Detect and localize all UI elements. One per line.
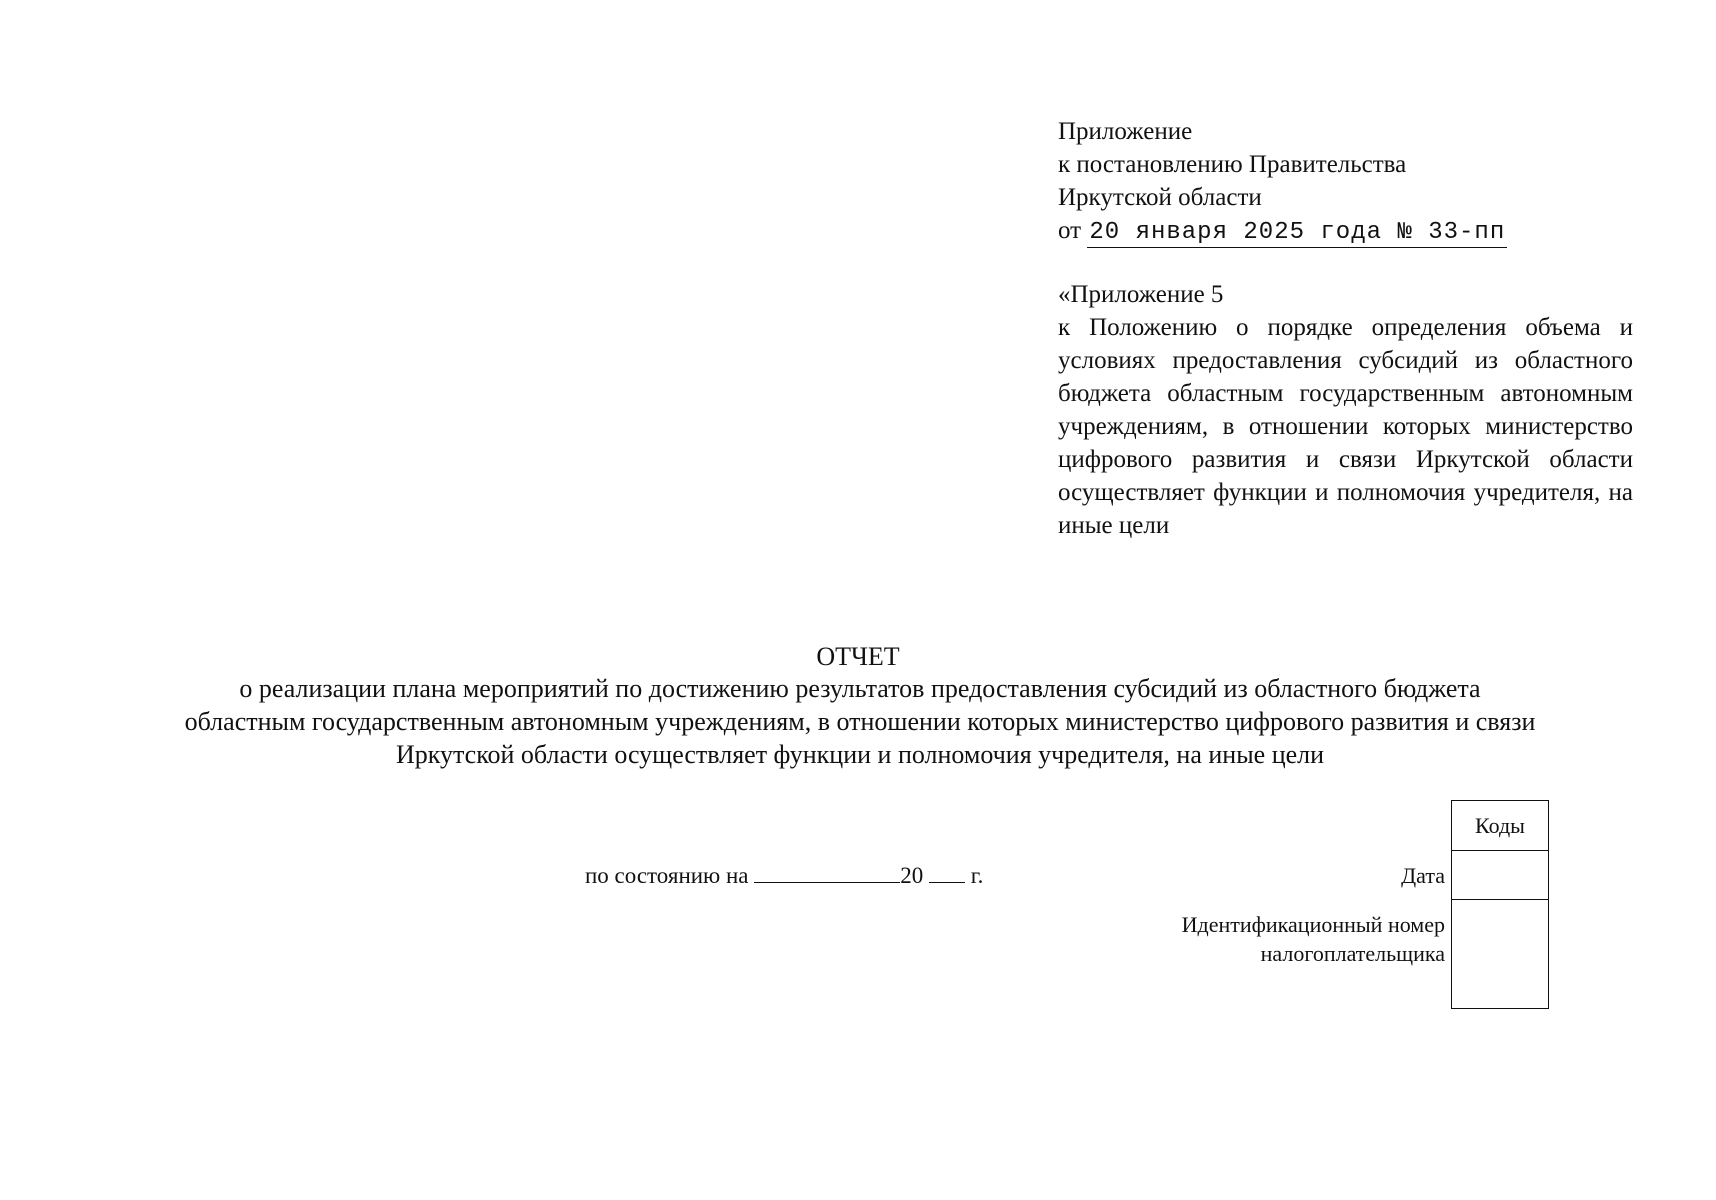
decree-date-number: 20 января 2025 года № 33-пп xyxy=(1089,219,1506,246)
appendix-header xyxy=(1058,115,1658,248)
appendix5-title: «Приложение 5 xyxy=(1058,281,1224,308)
appendix5-header xyxy=(1058,278,1633,542)
year-suffix: г. xyxy=(970,863,984,888)
appendix-date-line xyxy=(1058,214,1658,248)
inn-label: Идентификационный номер налогоплательщика xyxy=(1181,912,1445,966)
appendix-decree-ref: к постановлению Правительства xyxy=(1058,151,1407,178)
as-of-prefix: по состоянию на xyxy=(585,863,749,888)
codes-table xyxy=(1451,800,1549,1009)
appendix-region: Иркутской области xyxy=(1058,184,1262,211)
report-subtitle: о реализации плана мероприятий по достижению результатов предоставления субсидий из областного бюджета областным государственным автономным учреждениям, в отношении которых министерство цифрового развития и связи Иркутской области осуществляет функции и полномочия учредителя, на иные цели xyxy=(184,674,1536,769)
date-prefix: от xyxy=(1058,217,1082,244)
inn-code-cell xyxy=(1452,900,1548,1008)
year-prefix: 20 xyxy=(900,863,924,888)
year-blank xyxy=(929,862,965,883)
as-of-line xyxy=(585,862,983,889)
appendix-label: Приложение xyxy=(1058,118,1193,145)
codes-header: Коды xyxy=(1452,801,1548,851)
date-label: Дата xyxy=(1401,863,1445,888)
date-code-cell xyxy=(1452,851,1548,900)
appendix5-body: к Положению о порядке определения объема и условиях предоставления субсидий из областного бюджета областным государственным автономным учреждениям, в отношении которых министерство цифрового развития и связи Иркутской области осуществляет функции и полномочия учредителя, на иные цели xyxy=(1058,314,1633,539)
date-blank xyxy=(754,862,900,883)
report-title: ОТЧЕТ xyxy=(816,642,900,671)
